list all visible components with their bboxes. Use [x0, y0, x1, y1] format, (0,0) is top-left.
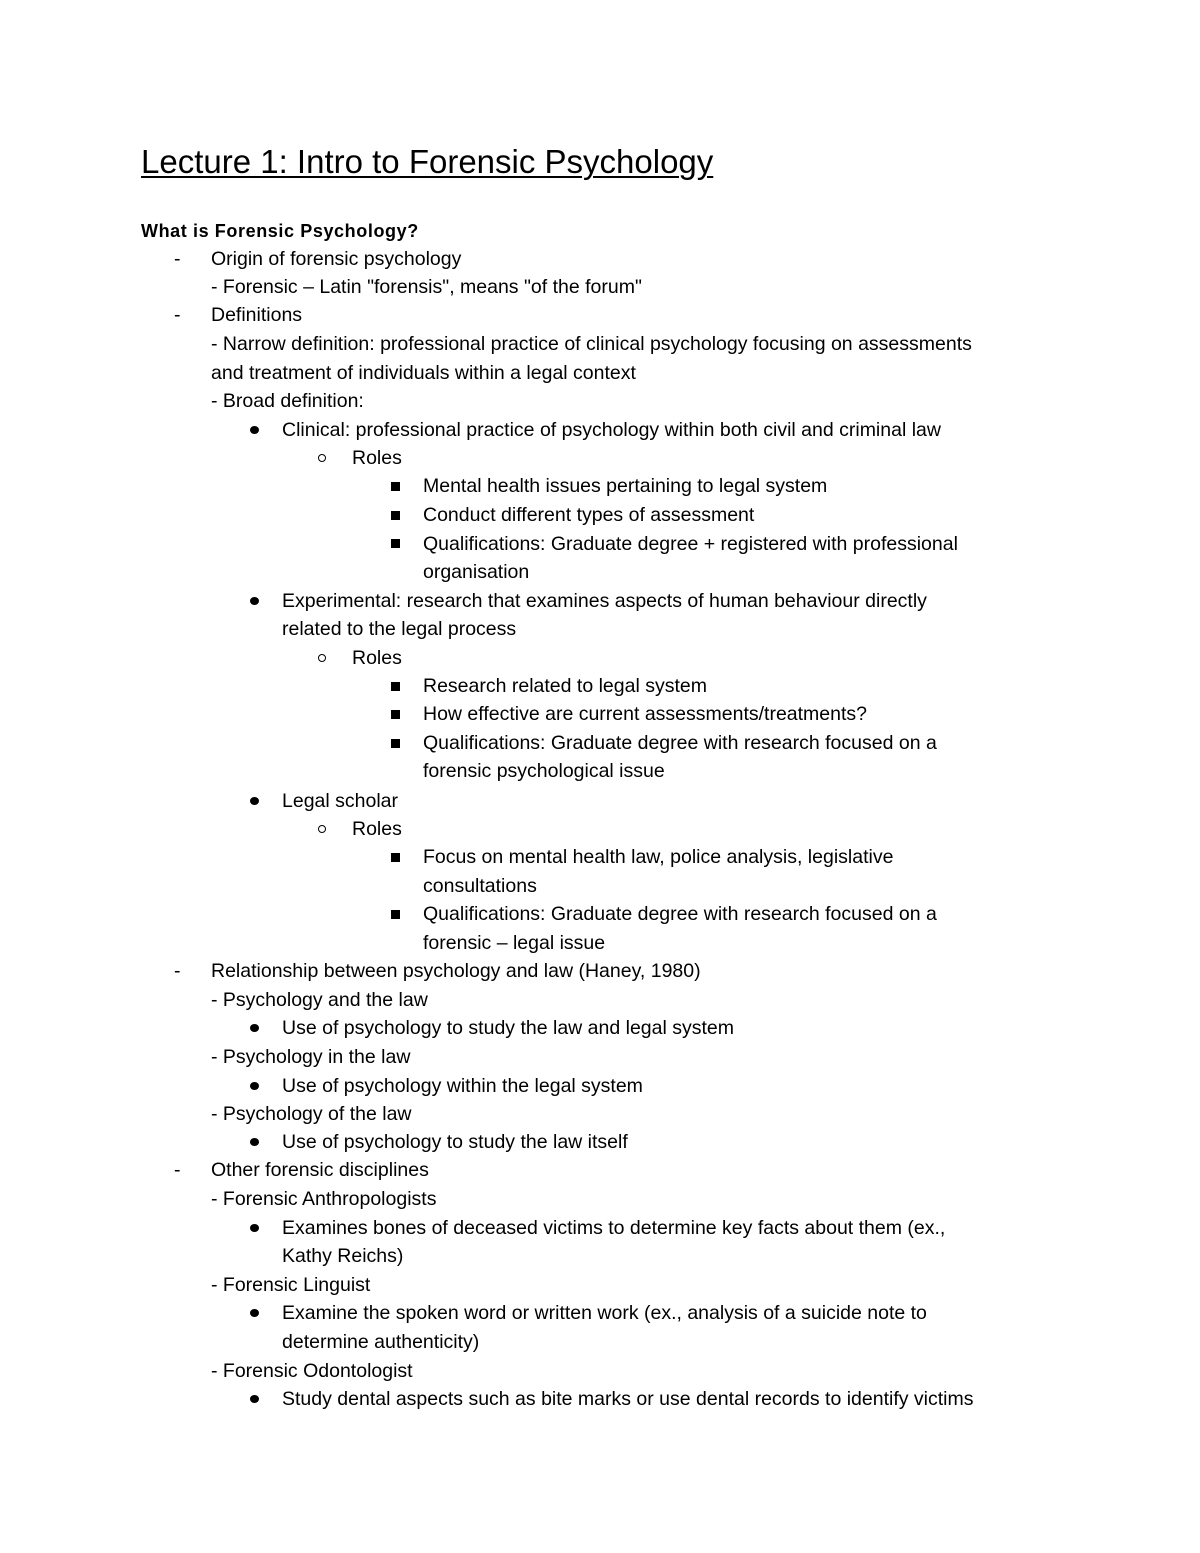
- list-item: - Broad definition:: [211, 390, 364, 412]
- dash-marker: -: [174, 248, 181, 270]
- list-item: Use of psychology to study the law itself: [282, 1131, 628, 1153]
- list-item: Focus on mental health law, police analysis, legislative: [423, 846, 894, 868]
- list-item: forensic psychological issue: [423, 760, 665, 782]
- list-item: Qualifications: Graduate degree + registered with professional: [423, 533, 958, 555]
- bullet-square-icon: [391, 682, 400, 691]
- list-item: - Psychology in the law: [211, 1046, 411, 1068]
- section-heading: What is Forensic Psychology?: [141, 221, 419, 241]
- list-item: Use of psychology to study the law and legal system: [282, 1017, 734, 1039]
- list-item: - Forensic Anthropologists: [211, 1188, 437, 1210]
- dash-marker: -: [174, 960, 181, 982]
- list-item: Clinical: professional practice of psychology within both civil and criminal law: [282, 419, 941, 441]
- list-item: - Narrow definition: professional practice of clinical psychology focusing on assessments: [211, 333, 972, 355]
- list-item: organisation: [423, 561, 530, 583]
- list-item: and treatment of individuals within a legal context: [211, 362, 636, 384]
- bullet-dot-icon: [250, 597, 259, 605]
- bullet-dot-icon: [250, 797, 259, 805]
- list-item: - Psychology and the law: [211, 989, 428, 1011]
- bullet-square-icon: [391, 910, 400, 919]
- bullet-square-icon: [391, 739, 400, 748]
- list-item: - Forensic Odontologist: [211, 1360, 413, 1382]
- list-item: related to the legal process: [282, 618, 517, 640]
- bullet-dot-icon: [250, 1082, 259, 1090]
- bullet-square-icon: [391, 710, 400, 719]
- list-item: Definitions: [211, 304, 303, 326]
- list-item: Origin of forensic psychology: [211, 248, 462, 270]
- list-item: Relationship between psychology and law (Haney, 1980): [211, 960, 701, 982]
- list-item: Qualifications: Graduate degree with research focused on a: [423, 903, 937, 925]
- list-item: Examine the spoken word or written work (ex., analysis of a suicide note to: [282, 1302, 927, 1324]
- bullet-dot-icon: [250, 1024, 259, 1032]
- list-item: Roles: [352, 647, 402, 669]
- list-item: Qualifications: Graduate degree with research focused on a: [423, 732, 937, 754]
- list-item: - Psychology of the law: [211, 1103, 412, 1125]
- list-item: Mental health issues pertaining to legal system: [423, 475, 828, 497]
- list-item: Kathy Reichs): [282, 1245, 404, 1267]
- list-item: - Forensic – Latin "forensis", means "of the forum": [211, 276, 642, 298]
- list-item: Roles: [352, 818, 402, 840]
- dash-marker: -: [174, 1159, 181, 1181]
- list-item: Other forensic disciplines: [211, 1159, 429, 1181]
- bullet-dot-icon: [250, 1395, 259, 1403]
- list-item: Use of psychology within the legal system: [282, 1075, 643, 1097]
- list-item: consultations: [423, 875, 537, 897]
- bullet-dot-icon: [250, 426, 259, 434]
- list-item: - Forensic Linguist: [211, 1274, 371, 1296]
- list-item: forensic – legal issue: [423, 932, 606, 954]
- list-item: Experimental: research that examines aspects of human behaviour directly: [282, 590, 927, 612]
- bullet-dot-icon: [250, 1138, 259, 1146]
- bullet-dot-icon: [250, 1309, 259, 1317]
- list-item: determine authenticity): [282, 1331, 480, 1353]
- bullet-circle-icon: [318, 454, 326, 462]
- dash-marker: -: [174, 304, 181, 326]
- bullet-circle-icon: [318, 825, 326, 833]
- list-item: Examines bones of deceased victims to determine key facts about them (ex.,: [282, 1217, 946, 1239]
- bullet-square-icon: [391, 511, 400, 520]
- list-item: How effective are current assessments/treatments?: [423, 703, 867, 725]
- bullet-circle-icon: [318, 654, 326, 662]
- bullet-square-icon: [391, 482, 400, 491]
- list-item: Study dental aspects such as bite marks or use dental records to identify victims: [282, 1388, 974, 1410]
- list-item: Legal scholar: [282, 790, 398, 812]
- bullet-square-icon: [391, 853, 400, 862]
- bullet-square-icon: [391, 539, 400, 548]
- page-title: Lecture 1: Intro to Forensic Psychology: [141, 143, 714, 180]
- list-item: Conduct different types of assessment: [423, 504, 755, 526]
- list-item: Roles: [352, 447, 402, 469]
- list-item: Research related to legal system: [423, 675, 707, 697]
- bullet-dot-icon: [250, 1224, 259, 1232]
